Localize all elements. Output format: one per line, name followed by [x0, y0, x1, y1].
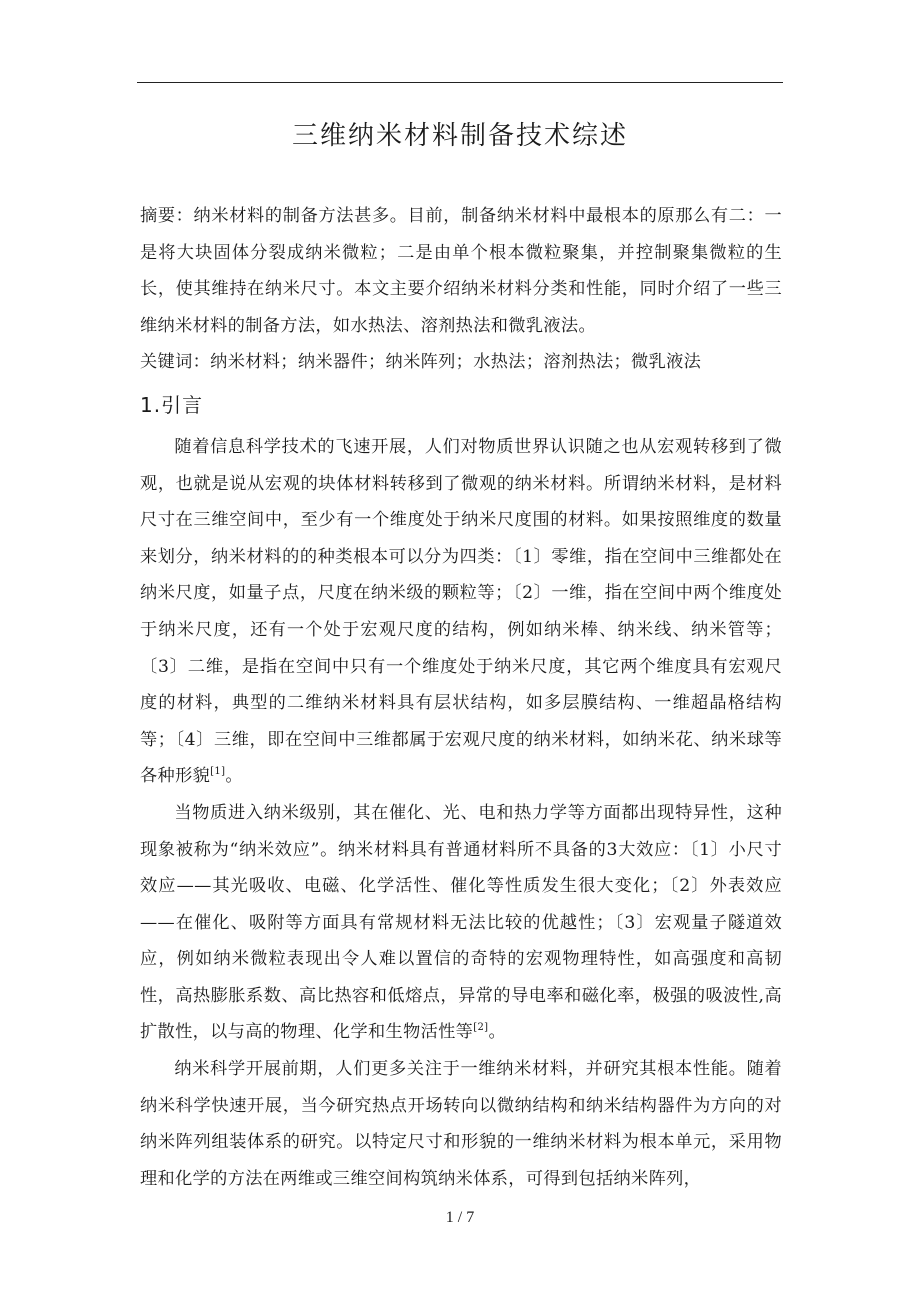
citation-ref-1[interactable]: [1]	[210, 766, 226, 778]
intro-paragraph-2	[140, 795, 782, 1051]
intro-paragraph-1	[140, 429, 782, 795]
citation-ref-2[interactable]: [2]	[473, 1022, 489, 1034]
intro-paragraph-2-end: 。	[488, 1022, 506, 1043]
document-body	[140, 198, 782, 1197]
intro-paragraph-1-end: 。	[225, 766, 243, 787]
section-heading-introduction: 1.引言	[140, 392, 204, 417]
intro-paragraph-1-text: 随着信息科学技术的飞速开展，人们对物质世界认识随之也从宏观转移到了微观，也就是说从宏观的块体材料转移到了微观的纳米材料。所谓纳米材料，是材料尺寸在三维空间中，至少有一个维度处于纳米尺度围的材料。如果按照维度的数量来划分，纳米材料的的种类根本可以分为四类：〔1〕零维，指在空间中三维都处在纳米尺度，如量子点，尺度在纳米级的颗粒等；〔2〕一维，指在空间中两个维度处于纳米尺度，还有一个处于宏观尺度的结构，例如纳米棒、纳米线、纳米管等；〔3〕二维，是指在空间中只有一个维度处于纳米尺度，其它两个维度具有宏观尺度的材料，典型的二维纳米材料具有层状结构，如多层膜结构、一维超晶格结构等；〔4〕三维，即在空间中三维都属于宏观尺度的纳米材料，如纳米花、纳米球等各种形貌	[140, 436, 782, 787]
intro-paragraph-3: 纳米科学开展前期，人们更多关注于一维纳米材料，并研究其根本性能。随着纳米科学快速开展，当今研究热点开场转向以微纳结构和纳米结构器件为方向的对纳米阵列组装体系的研究。以特定尺寸和形貌的一维纳米材料为根本单元，采用物理和化学的方法在两维或三维空间构筑纳米体系，可得到包括纳米阵列，	[140, 1059, 782, 1189]
header-rule	[137, 82, 783, 83]
abstract-paragraph: 摘要：纳米材料的制备方法甚多。目前，制备纳米材料中最根本的原那么有二：一是将大块固体分裂成纳米微粒；二是由单个根本微粒聚集，并控制聚集微粒的生长，使其维持在纳米尺寸。本文主要介绍纳米材料分类和性能，同时介绍了一些三维纳米材料的制备方法，如水热法、溶剂热法和微乳液法。	[140, 206, 782, 336]
intro-paragraph-2-text: 当物质进入纳米级别，其在催化、光、电和热力学等方面都出现特异性，这种现象被称为“纳米效应”。纳米材料具有普通材料所不具备的3大效应：〔1〕小尺寸效应——其光吸收、电磁、化学活性、催化等性质发生很大变化；〔2〕外表效应——在催化、吸附等方面具有常规材料无法比较的优越性；〔3〕宏观量子隧道效应，例如纳米微粒表现出令人难以置信的奇特的宏观物理特性，如高强度和高韧性，高热膨胀系数、高比热容和低熔点，异常的导电率和磁化率，极强的吸波性,高扩散性，以与高的物理、化学和生物活性等	[140, 802, 782, 1043]
document-title: 三维纳米材料制备技术综述	[291, 121, 628, 151]
page-number: 1 / 7	[445, 1209, 475, 1226]
keywords-line: 关键词：纳米材料；纳米器件；纳米阵列；水热法；溶剂热法；微乳液法	[140, 352, 702, 373]
